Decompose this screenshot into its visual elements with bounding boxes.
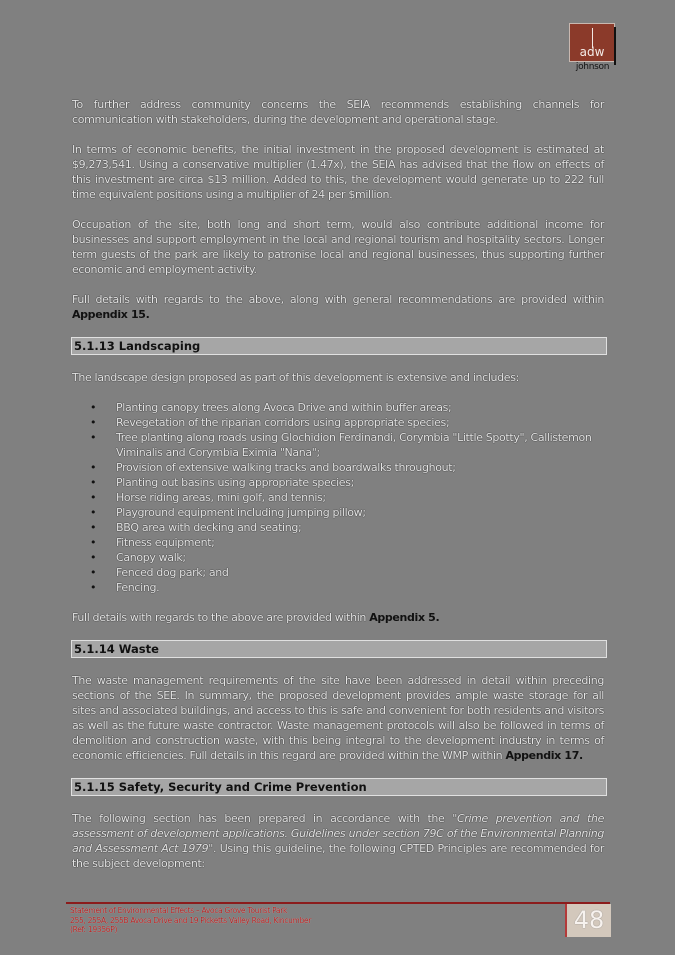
landscaping-list [72, 400, 604, 595]
footer-divider [66, 902, 610, 904]
list-item: • Playground equipment including jumping pillow; [116, 505, 604, 520]
guideline-title: Crime prevention and the assessment of development applications. Guidelines under section 79C of the Environmental Planning and Assessment Act 1979 [72, 812, 604, 855]
page-footer [66, 902, 610, 942]
waste-paragraph [72, 673, 604, 763]
waste-text: The waste management requirements of the site have been addressed in detail within preceding sections of the SEE. In summary, the proposed development provides ample waste storage for all sites and associated buildings, and access to this is safe and convenient for both residents and visitors as well as the future waste contractor. Waste management protocols will also be followed in terms of demolition and construction waste, with this being integral to the development industry in terms of economic efficiencies. Full details in this regard are provided within the WMP within [72, 674, 604, 762]
section-heading-safety: 5.1.15 Safety, Security and Crime Prevention [71, 778, 607, 796]
appendix-17-ref: Appendix 17. [505, 749, 583, 762]
logo-letters: adw [579, 45, 605, 59]
footer-address: 255, 255A, 255B Avoca Drive and 19 Picketts Valley Road, Kincumber [70, 915, 312, 925]
page-number: 48 [565, 904, 611, 937]
safety-paragraph [72, 811, 604, 871]
list-item: • Tree planting along roads using Glochidion Ferdinandi, Corymbia "Little Spotty", Callistemon Viminalis and Corymbia Eximia "Nana"; [116, 430, 604, 460]
paragraph-full-details [72, 292, 604, 322]
company-logo [569, 23, 615, 73]
list-item: • Canopy walk; [116, 550, 604, 565]
landscaping-closing-text: Full details with regards to the above are provided within [72, 611, 370, 624]
landscaping-closing [72, 610, 604, 625]
list-item: • Fencing. [116, 580, 604, 595]
landscaping-intro: The landscape design proposed as part of this development is extensive and includes: [72, 371, 519, 384]
list-item: • BBQ area with decking and seating; [116, 520, 604, 535]
list-item: • Fitness equipment; [116, 535, 604, 550]
footer-title: Statement of Environmental Effects – Avoca Grove Tourist Park [70, 906, 288, 915]
section-heading-waste: 5.1.14 Waste [71, 640, 607, 658]
paragraph-economic-benefits: In terms of economic benefits, the initial investment in the proposed development is estimated at $9,273,541. Using a conservative multiplier (1.47x), the SEIA has advised that the flow on effects of this investment are circa $13 million. Added to this, the development would generate up to 222 full time equivalent positions using a multiplier of 24 per $million. [72, 143, 604, 201]
appendix-5-ref: Appendix 5. [369, 611, 440, 624]
list-item: • Horse riding areas, mini golf, and tennis; [116, 490, 604, 505]
list-item: • Provision of extensive walking tracks and boardwalks throughout; [116, 460, 604, 475]
footer-ref: (Ref: 19356P) [70, 925, 118, 934]
footer-reference [70, 906, 311, 935]
safety-text-post: ". Using this guideline, the following CPTED Principles are recommended for the subject development: [72, 842, 605, 870]
list-item: • Planting out basins using appropriate species; [116, 475, 604, 490]
logo-company-name: johnson [575, 62, 610, 72]
paragraph-community-concerns: To further address community concerns the SEIA recommends establishing channels for communication with stakeholders, during the development and operational stage. [72, 98, 604, 126]
full-details-text: Full details with regards to the above, along with general recommendations are provided within [72, 293, 604, 306]
list-item: • Revegetation of the riparian corridors using appropriate species; [116, 415, 604, 430]
document-body [72, 97, 604, 886]
list-item: • Fenced dog park; and [116, 565, 604, 580]
logo-side-bar [614, 27, 616, 65]
paragraph-occupation: Occupation of the site, both long and short term, would also contribute additional income for businesses and support employment in the local and regional tourism and hospitality sectors. Longer term guests of the park are likely to patronise local and regional businesses, thus supporting further economic and employment activity. [72, 218, 604, 276]
section-heading-landscaping: 5.1.13 Landscaping [71, 337, 607, 355]
safety-text-pre: The following section has been prepared in accordance with the " [72, 812, 457, 825]
appendix-15-ref: Appendix 15. [72, 308, 150, 321]
list-item: • Planting canopy trees along Avoca Drive and within buffer areas; [116, 400, 604, 415]
logo-mark [569, 23, 615, 62]
